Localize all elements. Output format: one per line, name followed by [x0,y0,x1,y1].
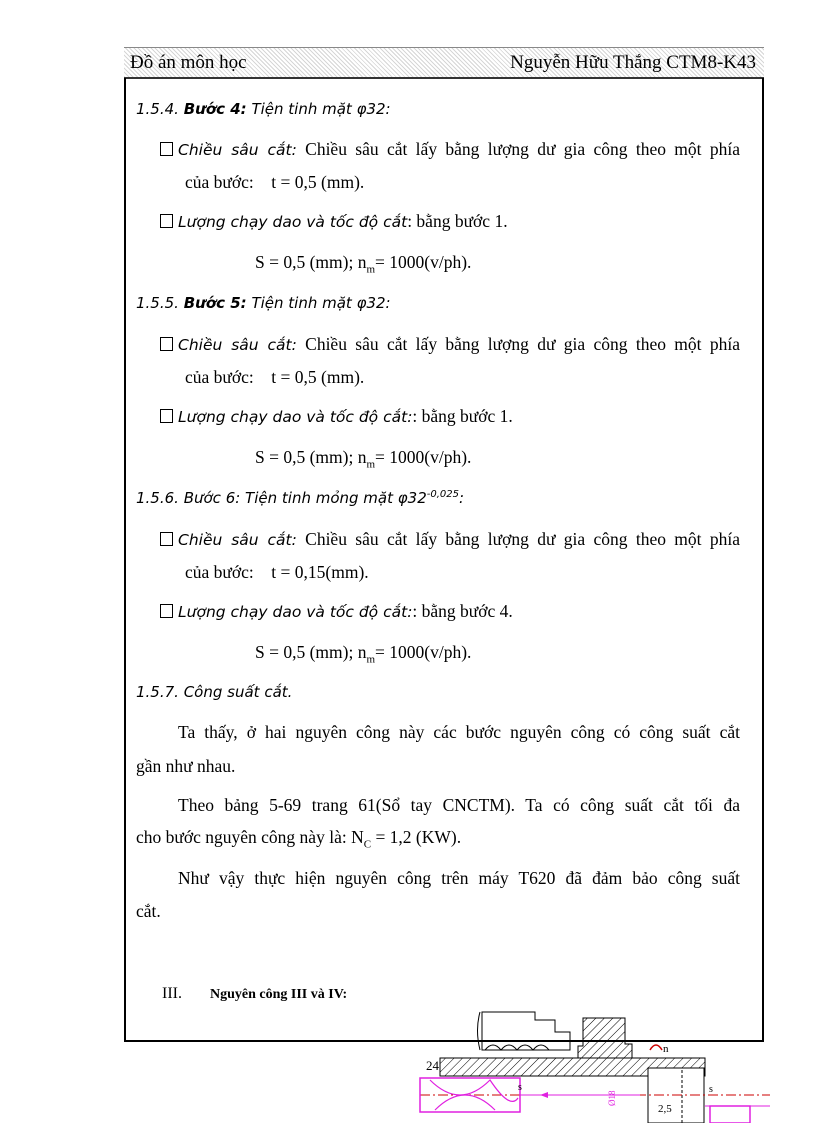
paragraph-2-line-1: Theo bảng 5-69 trang 61(Sổ tay CNCTM). Ta có công suất cắt tối đa [178,795,740,815]
chuck-jaw-outline [482,1012,570,1050]
paragraph-3-line-2: cắt. [136,901,161,921]
feed-line-156: Lượng chạy dao và tốc độ cắt:: bằng bước 4. [160,601,513,622]
section-heading-156: 1.5.6. Bước 6: Tiện tinh mỏng mặt $\varphi 32^{-0,025}$: [136,489,465,507]
step-depth-156: của bước: t = 0,15(mm). [185,562,369,582]
label-diameter: Ø18 [607,1090,617,1106]
label-24: 24 [426,1058,439,1073]
page-header [124,47,764,79]
header-course: Đồ án môn học [130,52,247,73]
step-depth-154: của bước: t = 0,5 (mm). [185,172,365,192]
feed-line-155: Lượng chạy dao và tốc độ cắt:: bằng bước 1. [160,406,513,427]
bullet-box-icon [160,214,173,228]
label-rotation: n [663,1043,669,1055]
break-line [478,1012,481,1050]
paragraph-1-line-2: gần như nhau. [136,756,236,776]
header-author: Nguyễn Hữu Thắng CTM8-K43 [510,52,756,73]
section-3-number: III. [162,985,182,1002]
label-feed-s: s [518,1082,522,1093]
depth-line-156: Chiều sâu cắt: Chiều sâu cắt lấy bằng lượng dư gia công theo một phía [160,529,740,550]
feed-arrow-head-icon [540,1092,548,1098]
rotation-arrow-icon [650,1045,662,1050]
section-3-title: Nguyên công III và IV: [210,987,348,1002]
boring-tool [710,1106,750,1123]
feed-line-154: Lượng chạy dao và tốc độ cắt: bằng bước 1. [160,211,508,232]
speed-line-156: S = 0,5 (mm); $n_m= 1000(v/ph)$. [255,642,472,666]
jaw-teeth [485,1045,549,1050]
clamp-section [578,1018,632,1058]
bullet-box-icon [160,337,173,351]
speed-line-154: S = 0,5 (mm); $n_m= 1000(v/ph)$. [255,252,472,276]
label-feed-s-2: s [709,1084,713,1095]
section-heading-157: 1.5.7. Công suất cắt. [136,683,293,701]
machining-diagram [400,1010,800,1123]
section-heading-155: 1.5.5. Bước 5: Tiện tinh mặt φ32: [136,294,391,312]
depth-line-155: Chiều sâu cắt: Chiều sâu cắt lấy bằng lượng dư gia công theo một phía [160,334,740,355]
bullet-box-icon [160,604,173,618]
bullet-box-icon [160,409,173,423]
paragraph-2-line-2: cho bước nguyên công này là: $N_C = 1,2$ (KW). [136,827,462,851]
paragraph-1-line-1: Ta thấy, ở hai nguyên công này các bước nguyên công có công suất cắt [178,722,740,742]
section-heading-154: 1.5.4. Bước 4: Tiện tinh mặt φ32: [136,100,391,118]
bullet-box-icon [160,532,173,546]
label-depth-2-5: 2,5 [658,1103,672,1115]
paragraph-3-line-1: Như vậy thực hiện nguyên công trên máy T620 đã đảm bảo công suất [178,868,740,888]
bullet-box-icon [160,142,173,156]
step-depth-155: của bước: t = 0,5 (mm). [185,367,365,387]
speed-line-155: S = 0,5 (mm); $n_m= 1000(v/ph)$. [255,447,472,471]
depth-line-154: Chiều sâu cắt: Chiều sâu cắt lấy bằng lượng dư gia công theo một phía [160,139,740,160]
